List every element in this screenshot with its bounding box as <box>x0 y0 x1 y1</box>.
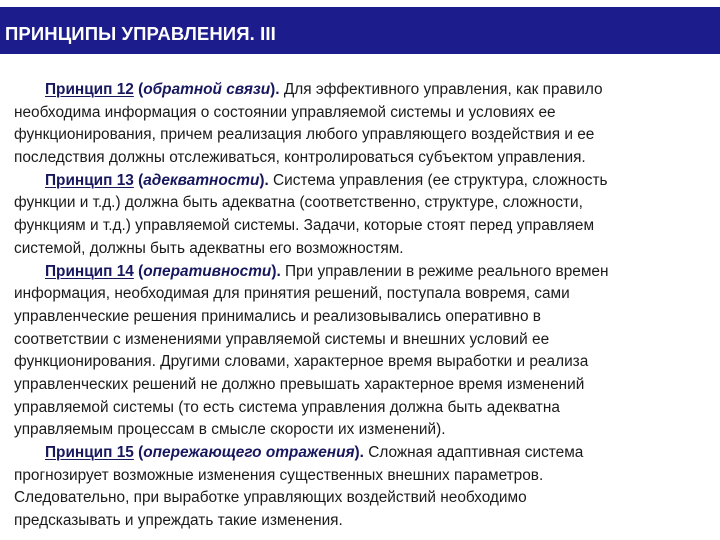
principle-open-paren: ( <box>133 444 144 461</box>
principle-first-line <box>14 170 720 193</box>
principle-name: оперативности <box>143 262 272 280</box>
principle-title: Принцип 13 <box>45 171 134 189</box>
principle-first-line-text: При управлении в режиме реального времен <box>280 262 609 280</box>
principle-open-paren: ( <box>133 262 144 280</box>
principle-title: Принцип 12 <box>45 81 134 98</box>
principle-first-line-text: Сложная адаптивная система <box>363 444 584 461</box>
principle-text-line: управляемым процессам в смысле скорости их изменений). <box>14 421 446 439</box>
title-bar <box>0 7 720 54</box>
principle-first-line <box>14 79 720 102</box>
principle-title: Принцип 14 <box>45 262 134 280</box>
principle-close-paren: ). <box>354 444 364 461</box>
principle-text-line: информация, необходимая для принятия решений, поступала вовремя, сами <box>14 285 570 303</box>
principle-text-line: функционирования, причем реализация любого управляющего воздействия и ее <box>14 126 595 144</box>
principle-text-line: последствия должны отслеживаться, контролироваться субъектом управления. <box>14 149 586 167</box>
principle-close-paren: ). <box>259 171 269 189</box>
principle-name: адекватности <box>143 171 260 189</box>
principle-text-line: функции и т.д.) должна быть адекватна (соответственно, структуре, сложности, <box>14 194 583 212</box>
principle-text-line: управленческие решения принимались и реализовывались оперативно в <box>14 307 541 325</box>
content-area <box>0 56 720 540</box>
principle-open-paren: ( <box>133 171 144 189</box>
principle-name: опережающего отражения <box>143 444 355 461</box>
slide-title: ПРИНЦИПЫ УПРАВЛЕНИЯ. III <box>5 23 276 44</box>
principle-close-paren: ). <box>270 81 280 98</box>
principle-text-line: прогнозирует возможные изменения существенных внешних параметров. <box>14 466 544 484</box>
principle-text-line: необходима информация о состоянии управляемой системы и условиях ее <box>14 103 556 121</box>
principle-first-line <box>14 261 720 284</box>
principle-first-line-text: Для эффективного управления, как правило <box>279 81 603 98</box>
principle-text-line: управляемой системы (то есть система управления должна быть адекватна <box>14 398 560 416</box>
principle-first-line <box>14 442 720 465</box>
principle-text-line: функциям и т.д.) управляемой системы. Задачи, которые стоят перед управляем <box>14 217 595 235</box>
principle-text-line: предсказывать и упреждать такие изменения. <box>14 512 343 530</box>
principle-title: Принцип 15 <box>45 444 134 461</box>
principle-text-line: системой, должны быть адекватны его возможностям. <box>14 239 404 257</box>
principle-close-paren: ). <box>271 262 281 280</box>
principle-text-line: соответствии с изменениями управляемой системы и внешних условий ее <box>14 330 550 348</box>
principles-text <box>14 79 720 533</box>
principle-first-line-text: Система управления (ее структура, сложность <box>268 171 608 189</box>
principle-name: обратной связи <box>143 81 271 98</box>
principle-open-paren: ( <box>133 81 144 98</box>
principle-text-line: управленческих решений не должно превышать характерное время изменений <box>14 375 585 393</box>
principle-text-line: Следовательно, при выработке управляющих воздействий необходимо <box>14 489 527 507</box>
principle-text-line: функционирования. Другими словами, характерное время выработки и реализа <box>14 353 589 371</box>
